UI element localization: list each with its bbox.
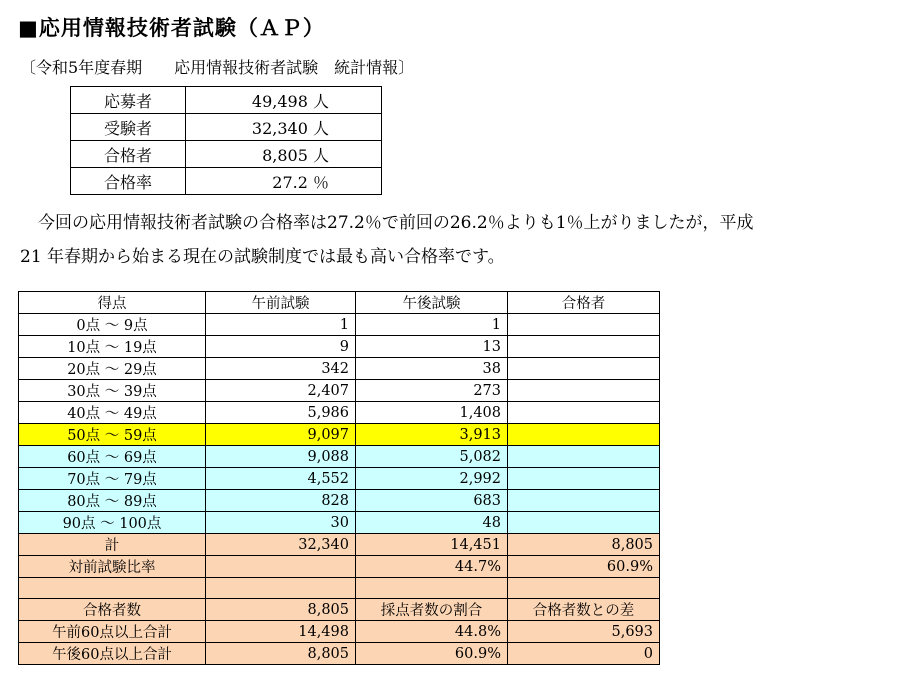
pm-count-cell: 273 <box>356 380 508 402</box>
column-header: 午前試験 <box>206 292 356 314</box>
statistics-subtitle: 〔令和5年度春期 応用情報技術者試験 統計情報〕 <box>20 58 415 77</box>
table-row <box>19 490 660 512</box>
score-range-cell: 50点 ～ 59点 <box>19 424 206 446</box>
am-count-cell: 30 <box>206 512 356 534</box>
table-row <box>19 446 660 468</box>
table-row-am-60plus <box>19 621 660 643</box>
blank-cell <box>508 578 660 599</box>
stats-label: 合格率 <box>71 168 186 195</box>
passer-cell <box>508 512 660 534</box>
am-total-cell: 32,340 <box>206 534 356 556</box>
score-range-cell: 80点 ～ 89点 <box>19 490 206 512</box>
stats-value: 8,805 人 <box>186 141 382 168</box>
table-row <box>19 380 660 402</box>
pm-60plus-count-cell: 8,805 <box>206 643 356 665</box>
column-header: 合格者 <box>508 292 660 314</box>
table-row-total <box>19 534 660 556</box>
passer-cell <box>508 490 660 512</box>
score-range-cell: 60点 ～ 69点 <box>19 446 206 468</box>
table-row <box>19 336 660 358</box>
stats-row-pass-rate <box>71 168 382 195</box>
am-count-cell: 1 <box>206 314 356 336</box>
graded-share-header-cell: 採点者数の割合 <box>356 599 508 621</box>
am-60plus-diff-cell: 5,693 <box>508 621 660 643</box>
am-count-cell: 9,088 <box>206 446 356 468</box>
ratio-label-cell: 対前試験比率 <box>19 556 206 578</box>
passer-cell <box>508 358 660 380</box>
passer-ratio-cell: 60.9% <box>508 556 660 578</box>
table-row <box>19 512 660 534</box>
stats-label: 合格者 <box>71 141 186 168</box>
am-count-cell: 5,986 <box>206 402 356 424</box>
pm-60plus-label-cell: 午後60点以上合計 <box>19 643 206 665</box>
pm-count-cell: 38 <box>356 358 508 380</box>
pm-count-cell: 1,408 <box>356 402 508 424</box>
passer-cell <box>508 446 660 468</box>
score-range-cell: 70点 ～ 79点 <box>19 468 206 490</box>
pm-ratio-cell: 44.7% <box>356 556 508 578</box>
am-ratio-cell <box>206 556 356 578</box>
pm-count-cell: 5,082 <box>356 446 508 468</box>
stats-row-examinees <box>71 114 382 141</box>
passer-cell <box>508 336 660 358</box>
paragraph-line: 21 年春期から始まる現在の試験制度では最も高い合格率です。 <box>20 247 505 267</box>
score-range-cell: 10点 ～ 19点 <box>19 336 206 358</box>
blank-cell <box>356 578 508 599</box>
score-range-cell: 20点 ～ 29点 <box>19 358 206 380</box>
table-row-ratio <box>19 556 660 578</box>
passer-cell <box>508 380 660 402</box>
am-count-cell: 9,097 <box>206 424 356 446</box>
pm-60plus-share-cell: 60.9% <box>356 643 508 665</box>
table-header-row <box>19 292 660 314</box>
summary-stats-table <box>70 86 382 195</box>
am-count-cell: 9 <box>206 336 356 358</box>
am-60plus-count-cell: 14,498 <box>206 621 356 643</box>
am-60plus-share-cell: 44.8% <box>356 621 508 643</box>
summary-paragraph <box>20 206 910 274</box>
stats-value: 27.2 ％ <box>186 168 382 195</box>
column-header: 得点 <box>19 292 206 314</box>
passer-cell <box>508 402 660 424</box>
stats-value: 49,498 人 <box>186 87 382 114</box>
stats-label: 受験者 <box>71 114 186 141</box>
table-row <box>19 424 660 446</box>
passer-total-cell: 8,805 <box>508 534 660 556</box>
pm-count-cell: 1 <box>356 314 508 336</box>
am-count-cell: 4,552 <box>206 468 356 490</box>
table-row <box>19 358 660 380</box>
pm-count-cell: 3,913 <box>356 424 508 446</box>
score-range-cell: 30点 ～ 39点 <box>19 380 206 402</box>
score-distribution-table <box>18 291 660 665</box>
page-title: ■応用情報技術者試験（ＡＰ） <box>18 16 325 40</box>
passer-cell <box>508 468 660 490</box>
pm-count-cell: 2,992 <box>356 468 508 490</box>
am-60plus-label-cell: 午前60点以上合計 <box>19 621 206 643</box>
am-count-cell: 2,407 <box>206 380 356 402</box>
stats-row-applicants <box>71 87 382 114</box>
paragraph-line: 今回の応用情報技術者試験の合格率は27.2％で前回の26.2％よりも1％上がりましたが，平成 <box>38 213 754 233</box>
diff-from-passers-header-cell: 合格者数との差 <box>508 599 660 621</box>
pm-count-cell: 48 <box>356 512 508 534</box>
passer-cell <box>508 424 660 446</box>
blank-cell <box>206 578 356 599</box>
column-header: 午後試験 <box>356 292 508 314</box>
table-row <box>19 468 660 490</box>
stats-value: 32,340 人 <box>186 114 382 141</box>
passer-cell <box>508 314 660 336</box>
am-count-cell: 342 <box>206 358 356 380</box>
table-row-subheader <box>19 599 660 621</box>
table-row <box>19 314 660 336</box>
pm-total-cell: 14,451 <box>356 534 508 556</box>
pm-count-cell: 13 <box>356 336 508 358</box>
stats-label: 応募者 <box>71 87 186 114</box>
table-row-pm-60plus <box>19 643 660 665</box>
table-row-blank <box>19 578 660 599</box>
passers-count-label-cell: 合格者数 <box>19 599 206 621</box>
score-range-cell: 0点 ～ 9点 <box>19 314 206 336</box>
total-label-cell: 計 <box>19 534 206 556</box>
stats-row-passers <box>71 141 382 168</box>
table-row <box>19 402 660 424</box>
score-range-cell: 40点 ～ 49点 <box>19 402 206 424</box>
pm-count-cell: 683 <box>356 490 508 512</box>
pm-60plus-diff-cell: 0 <box>508 643 660 665</box>
am-count-cell: 828 <box>206 490 356 512</box>
blank-cell <box>19 578 206 599</box>
passers-count-value-cell: 8,805 <box>206 599 356 621</box>
score-range-cell: 90点 ～ 100点 <box>19 512 206 534</box>
